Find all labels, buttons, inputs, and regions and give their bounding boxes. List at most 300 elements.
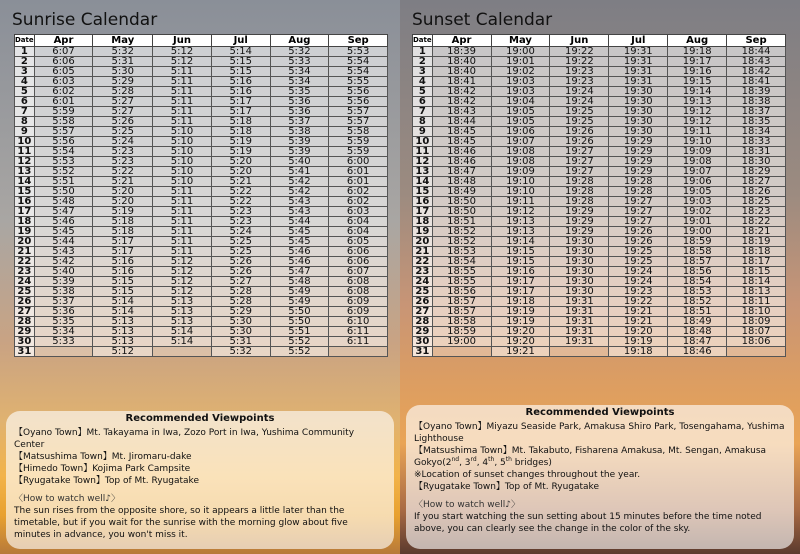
date-cell: 17: [15, 207, 35, 217]
sunset-how-label: 〈How to watch well♪〉: [414, 500, 520, 510]
time-cell: 6:03: [34, 77, 93, 87]
table-row: [15, 217, 388, 227]
date-cell: 10: [413, 137, 433, 147]
time-cell: 19:25: [550, 107, 609, 117]
time-cell: 6:07: [34, 47, 93, 57]
sunset-viewpoints-heading: Recommended Viewpoints: [525, 407, 675, 418]
time-cell: 5:44: [270, 217, 329, 227]
date-cell: 24: [413, 277, 433, 287]
time-cell: 5:23: [211, 217, 270, 227]
table-row: [413, 257, 786, 267]
time-cell: 6:01: [34, 97, 93, 107]
sunset-table: [412, 34, 786, 357]
time-cell: 18:47: [432, 167, 491, 177]
month-column-header: May: [491, 35, 550, 47]
date-cell: 19: [413, 227, 433, 237]
time-cell: 6:11: [329, 327, 388, 337]
time-cell: 5:23: [211, 207, 270, 217]
time-cell: 19:03: [491, 87, 550, 97]
sunrise-viewpoint-line: 【Matsushima Town】Mt. Jiromaru-dake: [14, 452, 192, 462]
time-cell: 5:45: [270, 227, 329, 237]
table-row: [15, 207, 388, 217]
time-cell: [727, 347, 786, 357]
sunrise-viewpoints-box: [6, 411, 394, 549]
table-row: [413, 277, 786, 287]
time-cell: 18:15: [727, 267, 786, 277]
table-row: [413, 317, 786, 327]
time-cell: 5:10: [153, 127, 212, 137]
time-cell: 18:53: [668, 287, 727, 297]
time-cell: 5:17: [211, 97, 270, 107]
time-cell: 18:13: [727, 287, 786, 297]
time-cell: 19:29: [609, 137, 668, 147]
month-column-header: Jul: [211, 35, 270, 47]
time-cell: 5:27: [211, 277, 270, 287]
time-cell: 5:30: [93, 67, 153, 77]
date-cell: 22: [413, 257, 433, 267]
time-cell: 5:32: [211, 347, 270, 357]
time-cell: 5:58: [34, 117, 93, 127]
time-cell: 18:30: [727, 157, 786, 167]
time-cell: 5:20: [211, 157, 270, 167]
date-cell: 24: [15, 277, 35, 287]
date-cell: 6: [413, 97, 433, 107]
time-cell: 19:21: [609, 317, 668, 327]
time-cell: 5:29: [211, 307, 270, 317]
time-cell: 6:06: [329, 257, 388, 267]
table-row: [15, 277, 388, 287]
time-cell: 19:25: [550, 117, 609, 127]
time-cell: 5:47: [270, 267, 329, 277]
time-cell: 5:54: [329, 67, 388, 77]
time-cell: 5:50: [34, 187, 93, 197]
time-cell: 19:14: [491, 237, 550, 247]
time-cell: 19:12: [491, 207, 550, 217]
month-column-header: Jun: [550, 35, 609, 47]
date-cell: 17: [413, 207, 433, 217]
table-row: [15, 77, 388, 87]
time-cell: 19:18: [609, 347, 668, 357]
time-cell: 5:16: [211, 77, 270, 87]
separator: , 4: [476, 458, 489, 468]
time-cell: 19:29: [550, 207, 609, 217]
time-cell: 19:20: [609, 327, 668, 337]
date-cell: 10: [15, 137, 35, 147]
time-cell: 19:28: [609, 177, 668, 187]
date-cell: 12: [15, 157, 35, 167]
time-cell: 19:31: [609, 67, 668, 77]
time-cell: 18:46: [668, 347, 727, 357]
time-cell: 19:26: [609, 227, 668, 237]
time-cell: 5:32: [270, 47, 329, 57]
time-cell: 5:11: [153, 247, 212, 257]
time-cell: 19:30: [609, 117, 668, 127]
month-column-header: Jul: [609, 35, 668, 47]
table-row: [413, 267, 786, 277]
time-cell: 19:13: [491, 217, 550, 227]
time-cell: 5:14: [93, 307, 153, 317]
time-cell: 19:12: [668, 107, 727, 117]
table-row: [15, 97, 388, 107]
time-cell: 5:51: [34, 177, 93, 187]
time-cell: 5:23: [93, 157, 153, 167]
time-cell: 19:10: [491, 177, 550, 187]
table-row: [413, 177, 786, 187]
time-cell: 5:46: [270, 247, 329, 257]
date-cell: 25: [15, 287, 35, 297]
time-cell: 5:20: [93, 197, 153, 207]
time-cell: 5:17: [211, 107, 270, 117]
table-row: [413, 287, 786, 297]
time-cell: 5:25: [93, 127, 153, 137]
date-cell: 8: [15, 117, 35, 127]
time-cell: 18:45: [432, 127, 491, 137]
time-cell: 5:12: [153, 47, 212, 57]
time-cell: 5:34: [34, 327, 93, 337]
sunset-viewpoint-text: bridges): [511, 458, 552, 468]
time-cell: 5:56: [34, 137, 93, 147]
time-cell: 19:30: [550, 267, 609, 277]
time-cell: 5:22: [211, 187, 270, 197]
month-column-header: Jun: [153, 35, 212, 47]
time-cell: 19:02: [668, 207, 727, 217]
table-row: [15, 297, 388, 307]
time-cell: 18:58: [432, 317, 491, 327]
time-cell: 6:09: [329, 297, 388, 307]
table-row: [15, 307, 388, 317]
date-cell: 13: [15, 167, 35, 177]
time-cell: 5:27: [93, 107, 153, 117]
time-cell: 19:20: [491, 327, 550, 337]
time-cell: 6:05: [34, 67, 93, 77]
table-row: [413, 347, 786, 357]
time-cell: 5:16: [93, 257, 153, 267]
time-cell: 19:19: [491, 307, 550, 317]
time-cell: [550, 347, 609, 357]
time-cell: 19:03: [668, 197, 727, 207]
time-cell: 18:50: [432, 207, 491, 217]
table-row: [413, 47, 786, 57]
time-cell: 5:24: [93, 137, 153, 147]
table-row: [413, 227, 786, 237]
table-row: [15, 197, 388, 207]
time-cell: 19:18: [491, 297, 550, 307]
time-cell: 18:34: [727, 127, 786, 137]
time-cell: 19:09: [491, 167, 550, 177]
time-cell: 5:21: [211, 177, 270, 187]
table-row: [413, 57, 786, 67]
time-cell: 19:08: [491, 157, 550, 167]
time-cell: 5:56: [329, 97, 388, 107]
time-cell: 6:00: [329, 157, 388, 167]
time-cell: 19:17: [491, 277, 550, 287]
time-cell: 5:33: [34, 337, 93, 347]
date-cell: 22: [15, 257, 35, 267]
time-cell: 5:32: [93, 47, 153, 57]
table-row: [15, 287, 388, 297]
time-cell: 5:31: [93, 57, 153, 67]
time-cell: 18:40: [432, 67, 491, 77]
time-cell: 6:03: [329, 207, 388, 217]
time-cell: 18:46: [432, 147, 491, 157]
time-cell: 19:22: [550, 47, 609, 57]
time-cell: 19:04: [491, 97, 550, 107]
date-cell: 23: [15, 267, 35, 277]
time-cell: 5:11: [153, 187, 212, 197]
time-cell: 5:19: [211, 147, 270, 157]
time-cell: 19:27: [550, 157, 609, 167]
table-row: [15, 137, 388, 147]
time-cell: 5:36: [270, 97, 329, 107]
date-cell: 4: [413, 77, 433, 87]
time-cell: 19:22: [609, 297, 668, 307]
time-cell: 5:50: [270, 307, 329, 317]
time-cell: 5:21: [93, 177, 153, 187]
time-cell: 6:08: [329, 277, 388, 287]
time-cell: 5:12: [153, 277, 212, 287]
table-row: [413, 327, 786, 337]
sunrise-viewpoint-line: 【Himedo Town】Kojima Park Campsite: [14, 464, 191, 474]
time-cell: 18:31: [727, 147, 786, 157]
time-cell: 5:20: [93, 187, 153, 197]
time-cell: 18:49: [668, 317, 727, 327]
time-cell: 5:35: [34, 317, 93, 327]
time-cell: 19:29: [609, 147, 668, 157]
time-cell: 18:38: [727, 97, 786, 107]
time-cell: 19:26: [550, 137, 609, 147]
time-cell: 18:51: [668, 307, 727, 317]
time-cell: 5:11: [153, 197, 212, 207]
time-cell: 5:18: [93, 217, 153, 227]
date-cell: 27: [15, 307, 35, 317]
time-cell: 5:11: [153, 67, 212, 77]
time-cell: 5:17: [93, 247, 153, 257]
time-cell: 5:57: [34, 127, 93, 137]
time-cell: 18:17: [727, 257, 786, 267]
time-cell: 5:12: [93, 347, 153, 357]
table-row: [15, 317, 388, 327]
month-column-header: Sep: [329, 35, 388, 47]
time-cell: 18:42: [432, 87, 491, 97]
table-row: [15, 67, 388, 77]
table-row: [413, 97, 786, 107]
table-row: [15, 337, 388, 347]
date-cell: 4: [15, 77, 35, 87]
time-cell: 5:17: [93, 237, 153, 247]
time-cell: 18:27: [727, 177, 786, 187]
date-cell: 18: [15, 217, 35, 227]
time-cell: 19:28: [609, 187, 668, 197]
time-cell: 5:42: [270, 177, 329, 187]
time-cell: 5:11: [153, 207, 212, 217]
time-cell: 5:22: [211, 197, 270, 207]
time-cell: 5:27: [93, 97, 153, 107]
time-cell: 18:58: [668, 247, 727, 257]
table-row: [15, 267, 388, 277]
sunset-viewpoints-box: [406, 405, 794, 549]
sunrise-how-text: The sun rises from the opposite shore, so it appears a little later than the timetable, but if you wait for the sunrise with the morning glow about five minutes in advance, you won't miss it.: [14, 506, 348, 540]
date-cell: 14: [15, 177, 35, 187]
date-cell: 1: [15, 47, 35, 57]
time-cell: 5:52: [270, 347, 329, 357]
time-cell: 19:30: [550, 287, 609, 297]
table-row: [15, 147, 388, 157]
time-cell: 5:16: [211, 87, 270, 97]
time-cell: 18:09: [727, 317, 786, 327]
time-cell: 5:11: [153, 107, 212, 117]
time-cell: 19:07: [668, 167, 727, 177]
time-cell: [329, 347, 388, 357]
time-cell: 19:13: [668, 97, 727, 107]
separator: , 5: [494, 458, 506, 468]
time-cell: 5:19: [211, 137, 270, 147]
month-column-header: May: [93, 35, 153, 47]
time-cell: 5:41: [270, 167, 329, 177]
table-row: [413, 87, 786, 97]
time-cell: 18:19: [727, 237, 786, 247]
time-cell: 6:08: [329, 287, 388, 297]
table-row: [413, 147, 786, 157]
date-cell: 12: [413, 157, 433, 167]
sunrise-how-label: 〈How to watch well♪〉: [14, 494, 120, 504]
time-cell: 5:26: [211, 267, 270, 277]
time-cell: 5:43: [270, 207, 329, 217]
date-cell: 3: [413, 67, 433, 77]
time-cell: 18:25: [727, 197, 786, 207]
table-row: [15, 57, 388, 67]
time-cell: 19:27: [550, 147, 609, 157]
table-row: [413, 157, 786, 167]
time-cell: 18:41: [727, 77, 786, 87]
time-cell: 19:00: [491, 47, 550, 57]
time-cell: 19:31: [550, 327, 609, 337]
date-cell: 21: [413, 247, 433, 257]
time-cell: 5:28: [93, 87, 153, 97]
date-cell: 14: [413, 177, 433, 187]
time-cell: 5:12: [153, 257, 212, 267]
time-cell: 19:08: [668, 157, 727, 167]
time-cell: 19:31: [550, 297, 609, 307]
time-cell: 19:30: [550, 257, 609, 267]
time-cell: 19:18: [668, 47, 727, 57]
time-cell: 19:16: [491, 267, 550, 277]
time-cell: 19:06: [491, 127, 550, 137]
time-cell: 5:15: [93, 287, 153, 297]
date-cell: 20: [15, 237, 35, 247]
time-cell: 5:59: [34, 107, 93, 117]
time-cell: 5:56: [329, 87, 388, 97]
time-cell: 5:15: [211, 57, 270, 67]
time-cell: 6:06: [34, 57, 93, 67]
time-cell: 5:15: [211, 67, 270, 77]
time-cell: 18:53: [432, 247, 491, 257]
table-row: [15, 127, 388, 137]
month-column-header: Apr: [34, 35, 93, 47]
time-cell: 5:23: [93, 147, 153, 157]
time-cell: 18:37: [727, 107, 786, 117]
time-cell: 5:25: [211, 237, 270, 247]
date-cell: 30: [15, 337, 35, 347]
time-cell: 18:22: [727, 217, 786, 227]
time-cell: 5:11: [153, 237, 212, 247]
time-cell: 5:57: [329, 117, 388, 127]
time-cell: 18:11: [727, 297, 786, 307]
sunset-title: Sunset Calendar: [412, 10, 553, 30]
date-cell: 28: [15, 317, 35, 327]
time-cell: 18:44: [727, 47, 786, 57]
date-cell: 2: [15, 57, 35, 67]
time-cell: 5:49: [270, 297, 329, 307]
sunset-note: ※Location of sunset changes throughout the year.: [414, 470, 641, 480]
time-cell: 5:46: [270, 257, 329, 267]
time-cell: 19:30: [609, 127, 668, 137]
time-cell: 19:23: [609, 287, 668, 297]
table-row: [413, 167, 786, 177]
sunset-how-text: If you start watching the sun setting about 15 minutes before the time noted above, you can clearly see the change in the color of the sky.: [414, 512, 762, 534]
time-cell: 5:12: [153, 57, 212, 67]
time-cell: 19:31: [550, 307, 609, 317]
table-row: [15, 87, 388, 97]
date-cell: 25: [413, 287, 433, 297]
time-cell: 19:27: [609, 197, 668, 207]
time-cell: 19:01: [668, 217, 727, 227]
date-cell: 27: [413, 307, 433, 317]
sunrise-viewpoints-heading: Recommended Viewpoints: [125, 413, 275, 424]
time-cell: 5:18: [93, 227, 153, 237]
time-cell: 5:59: [329, 137, 388, 147]
table-row: [15, 257, 388, 267]
time-cell: 5:18: [211, 127, 270, 137]
time-cell: 5:55: [329, 77, 388, 87]
time-cell: 6:01: [329, 167, 388, 177]
time-cell: 5:26: [93, 117, 153, 127]
time-cell: 18:56: [432, 287, 491, 297]
time-cell: 5:49: [270, 287, 329, 297]
time-cell: 18:45: [432, 137, 491, 147]
time-cell: 19:24: [609, 267, 668, 277]
time-cell: 18:42: [432, 97, 491, 107]
time-cell: 18:18: [727, 247, 786, 257]
date-cell: 13: [413, 167, 433, 177]
time-cell: 19:30: [609, 107, 668, 117]
time-cell: 19:29: [550, 217, 609, 227]
sunset-viewpoint-line: 【Ryugatake Town】Top of Mt. Ryugatake: [414, 482, 599, 492]
date-cell: 15: [413, 187, 433, 197]
time-cell: 5:39: [270, 147, 329, 157]
time-cell: 6:10: [329, 317, 388, 327]
table-row: [413, 237, 786, 247]
time-cell: 18:55: [432, 277, 491, 287]
time-cell: 5:12: [153, 267, 212, 277]
time-cell: 18:59: [668, 237, 727, 247]
date-cell: 8: [413, 117, 433, 127]
time-cell: 19:17: [668, 57, 727, 67]
time-cell: 5:11: [153, 227, 212, 237]
time-cell: 18:33: [727, 137, 786, 147]
time-cell: 5:59: [329, 147, 388, 157]
date-cell: 19: [15, 227, 35, 237]
table-row: [15, 227, 388, 237]
month-column-header: Sep: [727, 35, 786, 47]
date-cell: 3: [15, 67, 35, 77]
time-cell: 18:56: [668, 267, 727, 277]
time-cell: 5:25: [211, 247, 270, 257]
time-cell: 6:01: [329, 177, 388, 187]
table-row: [413, 187, 786, 197]
date-cell: 16: [413, 197, 433, 207]
time-cell: 19:29: [609, 167, 668, 177]
time-cell: 5:45: [34, 227, 93, 237]
